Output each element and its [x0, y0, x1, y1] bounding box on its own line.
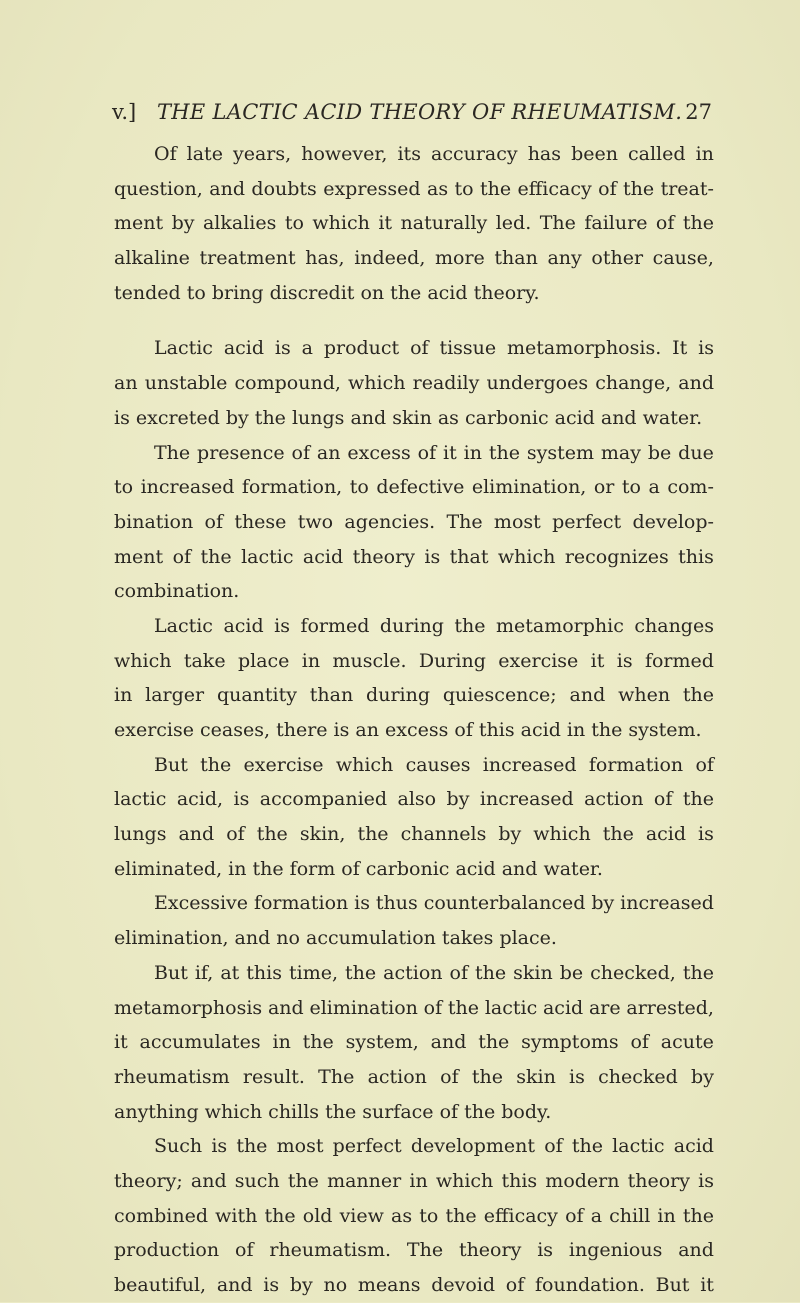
- text-line: The presence of an excess of it in the system may be due: [154, 441, 714, 464]
- text-line: production of rheumatism. The theory is ingenious and: [114, 1239, 714, 1262]
- section-number: v.]: [112, 100, 137, 124]
- paragraph: [114, 331, 714, 435]
- text-line: bination of these two agencies. The most perfect develop-: [114, 510, 714, 533]
- paragraph: [114, 956, 714, 1129]
- text-line: an unstable compound, which readily undergoes change, and: [114, 372, 714, 395]
- text-line: But if, at this time, the action of the skin be checked, the: [154, 961, 714, 984]
- text-line: But the exercise which causes increased formation of: [154, 753, 714, 776]
- paragraph: [114, 436, 714, 609]
- running-title: THE LACTIC ACID THEORY OF RHEUMATISM.: [157, 100, 683, 124]
- text-line: metamorphosis and elimination of the lactic acid are arrested,: [114, 996, 714, 1019]
- body-text: [114, 137, 714, 1303]
- text-line: ment of the lactic acid theory is that which recognizes this: [114, 545, 714, 568]
- text-line: exercise ceases, there is an excess of this acid in the system.: [114, 719, 702, 741]
- text-line: which take place in muscle. During exercise it is formed: [114, 649, 714, 672]
- text-line: anything which chills the surface of the body.: [114, 1100, 552, 1123]
- paragraph: [114, 748, 714, 887]
- text-line: lactic acid, is accompanied also by increased action of the: [114, 788, 714, 811]
- paragraph: [114, 1129, 714, 1302]
- text-line: question, and doubts expressed as to the efficacy of the treat-: [114, 177, 714, 200]
- text-line: Excessive formation is thus counterbalanced by increased: [154, 892, 714, 915]
- text-line: combination.: [114, 580, 240, 603]
- text-line: is excreted by the lungs and skin as carbonic acid and water.: [114, 406, 703, 429]
- text-line: combined with the old view as to the efficacy of a chill in the: [114, 1204, 714, 1227]
- paragraph: [114, 137, 714, 310]
- text-line: beautiful, and is by no means devoid of foundation. But it: [114, 1274, 714, 1296]
- text-line: lungs and of the skin, the channels by which the acid is: [114, 823, 714, 846]
- text-line: rheumatism result. The action of the skin is checked by: [114, 1065, 714, 1088]
- text-line: elimination, and no accumulation takes place.: [114, 927, 557, 950]
- paragraph: [114, 609, 714, 748]
- text-line: Such is the most perfect development of the lactic acid: [154, 1135, 714, 1158]
- running-head: [112, 97, 712, 127]
- paragraph: [114, 886, 714, 955]
- text-line: Lactic acid is formed during the metamorphic changes: [154, 614, 714, 637]
- text-line: ment by alkalies to which it naturally led. The failure of the: [114, 212, 714, 235]
- text-line: to increased formation, to defective elimination, or to a com-: [114, 476, 714, 499]
- text-line: eliminated, in the form of carbonic acid and water.: [114, 857, 603, 880]
- text-line: alkaline treatment has, indeed, more than any other cause,: [114, 247, 714, 270]
- text-line: Lactic acid is a product of tissue metamorphosis. It is: [154, 337, 714, 360]
- page-number: 27: [685, 100, 712, 124]
- text-line: tended to bring discredit on the acid theory.: [114, 281, 540, 304]
- text-line: in larger quantity than during quiescence; and when the: [114, 684, 714, 707]
- text-line: theory; and such the manner in which this modern theory is: [114, 1169, 714, 1192]
- text-line: Of late years, however, its accuracy has been called in: [154, 143, 714, 165]
- text-line: it accumulates in the system, and the symptoms of acute: [114, 1031, 714, 1054]
